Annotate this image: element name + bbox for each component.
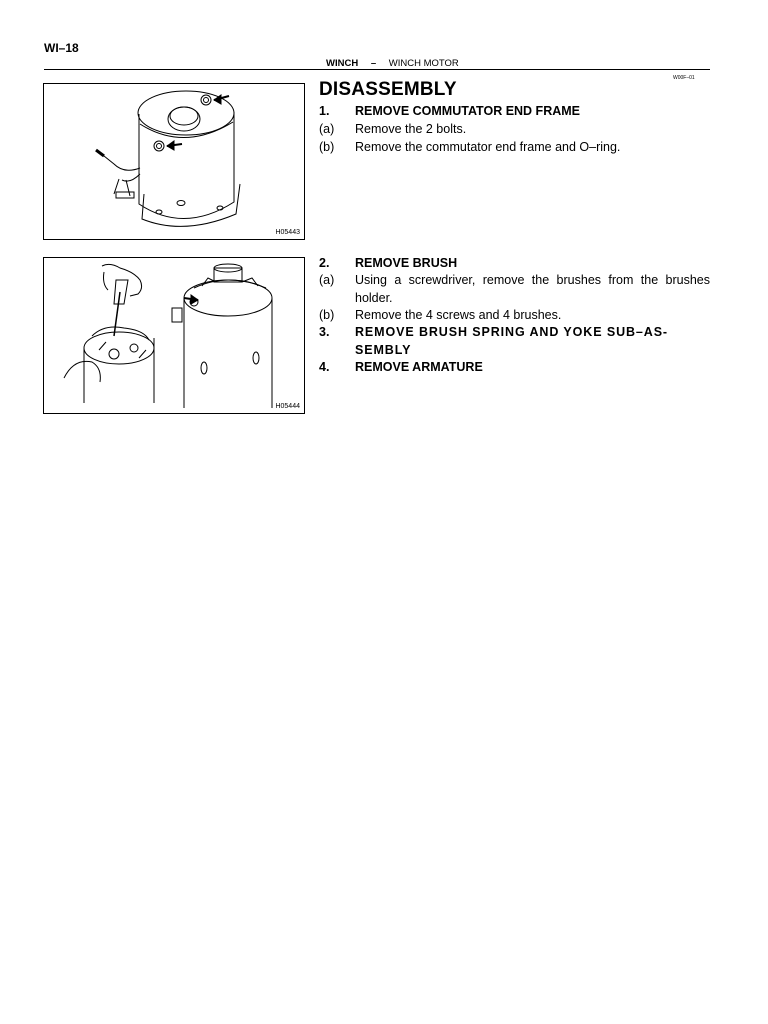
step-text: Remove the commutator end frame and O–ring. [355, 140, 621, 154]
header-separator: – [370, 58, 377, 69]
section-name: WINCH [326, 58, 359, 69]
page-number: WI–18 [44, 41, 79, 55]
section-title: DISASSEMBLY [319, 79, 457, 100]
step-number: 4. [319, 360, 330, 374]
section-header [326, 58, 459, 69]
document-code: W00F–01 [673, 75, 695, 81]
step-number: (b) [319, 308, 335, 322]
step-number: 2. [319, 256, 330, 270]
figure-commutator-end-frame [43, 83, 305, 240]
step-text: Remove the 4 screws and 4 brushes. [355, 308, 562, 322]
step-1b [319, 139, 710, 157]
step-text: Remove the 2 bolts. [355, 122, 467, 136]
step-text: REMOVE BRUSH SPRING AND YOKE SUB–AS- SEMBLY [355, 325, 668, 357]
header-rule [44, 69, 710, 70]
step-3 [319, 324, 710, 359]
figure-code: H05443 [275, 229, 300, 236]
step-number: 3. [319, 325, 330, 339]
subsection-name: WINCH MOTOR [388, 58, 459, 69]
step-number: 1. [319, 104, 330, 118]
step-1 [319, 103, 710, 121]
brush-removal-illustration [44, 258, 304, 413]
step-text: REMOVE ARMATURE [355, 360, 483, 374]
step-2 [319, 255, 710, 273]
step-text: REMOVE BRUSH [355, 256, 458, 270]
step-number: (a) [319, 273, 335, 287]
winch-motor-illustration [44, 84, 304, 239]
step-text: REMOVE COMMUTATOR END FRAME [355, 104, 580, 118]
step-1a [319, 121, 710, 139]
step-text: Using a screwdriver, remove the brushes from the brushes holder. [355, 273, 710, 305]
step-number: (b) [319, 140, 335, 154]
step-2a [319, 272, 710, 307]
step-number: (a) [319, 122, 335, 136]
figure-brush-removal [43, 257, 305, 414]
step-4 [319, 359, 710, 377]
figure-code: H05444 [275, 403, 300, 410]
step-2b [319, 307, 710, 325]
